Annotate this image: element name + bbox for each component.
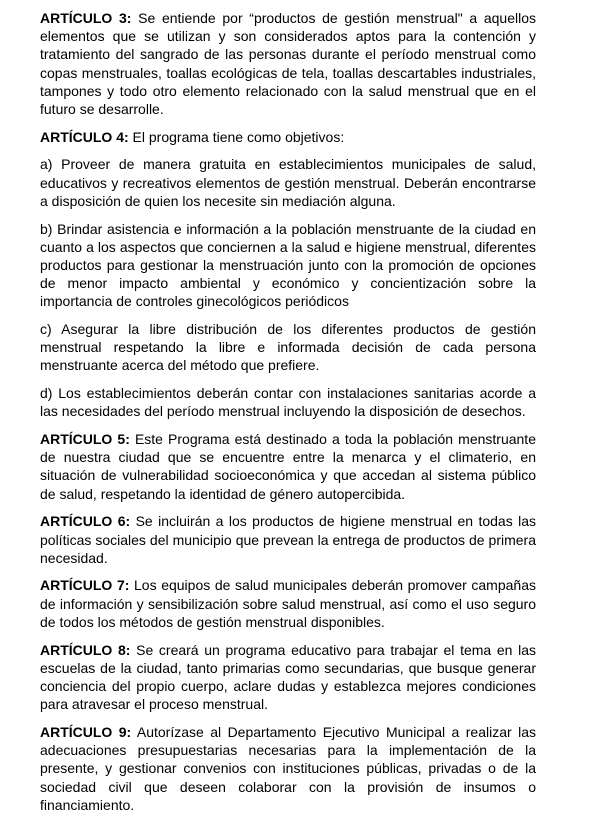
article-9-text: Autorízase al Departamento Ejecutivo Municipal a realizar las adecuaciones presupuestarias necesarias para la implementación de la presente, y gestionar convenios con instituciones públicas, privadas o de la sociedad civil que deseen colaborar con la provisión de insumos o financiamiento. <box>40 723 536 813</box>
objective-d: d) Los establecimientos deberán contar con instalaciones sanitarias acorde a las necesidades del período menstrual incluyendo la disposición de desechos. <box>40 385 536 420</box>
article-4-label: ARTÍCULO 4: <box>40 128 129 145</box>
document-page <box>40 9 536 823</box>
article-7-label: ARTÍCULO 7: <box>40 577 130 594</box>
article-9 <box>40 723 536 814</box>
article-4-text: El programa tiene como objetivos: <box>128 128 345 145</box>
article-8-label: ARTÍCULO 8: <box>40 641 131 658</box>
article-5-label: ARTÍCULO 5: <box>40 431 130 448</box>
article-6 <box>40 512 536 567</box>
article-3 <box>40 9 536 118</box>
article-6-label: ARTÍCULO 6: <box>40 513 131 530</box>
article-5-text: Este Programa está destinado a toda la población menstruante de nuestra ciudad que se encuentre entre la menarca y el climaterio, en situación de vulnerabilidad socioeconómica y que accedan al sistema público de salud, respetando la identidad de género autopercibida. <box>40 431 536 502</box>
article-4 <box>40 128 536 146</box>
article-7 <box>40 576 536 631</box>
article-3-text: Se entiende por “productos de gestión menstrual" a aquellos elementos que se utilizan y son considerados aptos para la contención y tratamiento del sangrado de las personas durante el período menstrual como copas menstruales, toallas ecológicas de tela, toallas descartables industriales, tampones y todo otro elemento relacionado con la salud menstrual que en el futuro se desarrolle. <box>40 10 536 118</box>
objective-a: a) Proveer de manera gratuita en establecimientos municipales de salud, educativos y recreativos elementos de gestión menstrual. Deberán encontrarse a disposición de quien los necesite sin mediación alguna. <box>40 156 536 209</box>
objective-b: b) Brindar asistencia e información a la población menstruante de la ciudad en cuanto a los aspectos que conciernen a la salud e higiene menstrual, diferentes productos para gestionar la menstruación junto con la promoción de opciones de menor impacto ambiental y económico y concientización sobre la importancia de controles ginecológicos periódicos <box>40 220 536 310</box>
article-7-text: Los equipos de salud municipales deberán promover campañas de información y sensibilización sobre salud menstrual, así como el uso seguro de todos los métodos de gestión menstrual disponibles. <box>40 577 536 630</box>
article-8 <box>40 641 536 714</box>
article-9-label: ARTÍCULO 9: <box>40 723 132 740</box>
article-3-label: ARTÍCULO 3: <box>40 10 132 26</box>
objective-c: c) Asegurar la libre distribución de los diferentes productos de gestión menstrual respetando la libre e informada decisión de cada persona menstruante acerca del método que prefiere. <box>40 321 536 374</box>
article-6-text: Se incluirán a los productos de higiene menstrual en todas las políticas sociales del municipio que prevean la entrega de productos de primera necesidad. <box>40 513 536 566</box>
article-5 <box>40 430 536 503</box>
article-8-text: Se creará un programa educativo para trabajar el tema en las escuelas de la ciudad, tanto primarias como secundarias, que busque generar conciencia del propio cuerpo, aclare dudas y establezca mejores condiciones para atravesar el proceso menstrual. <box>40 641 536 713</box>
